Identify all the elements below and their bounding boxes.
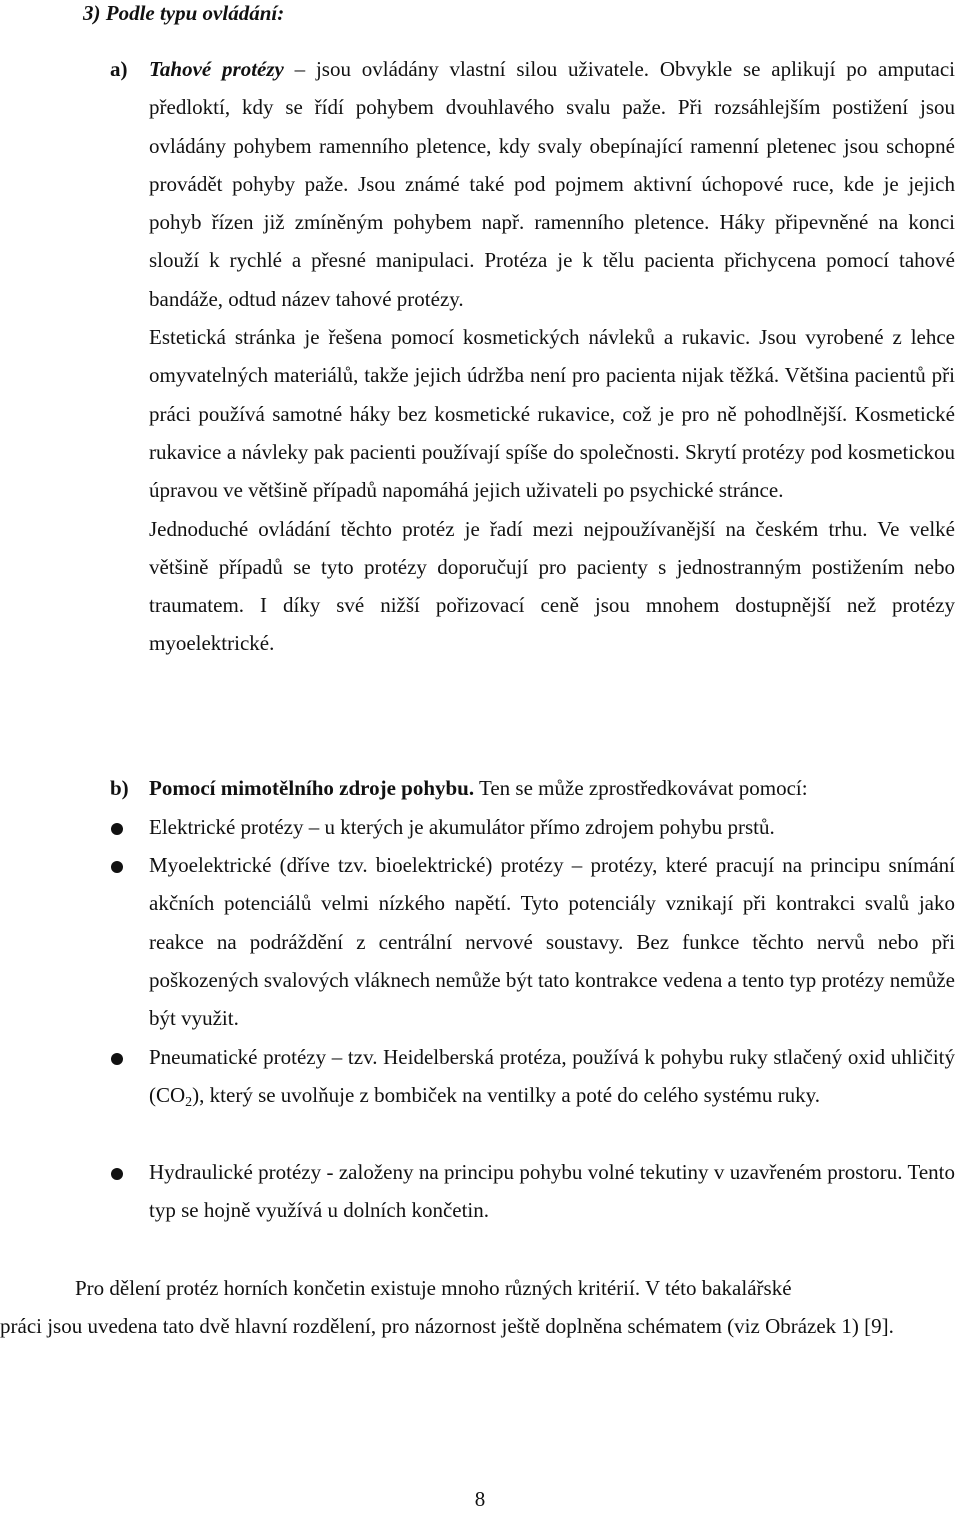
bullet-item-pneumatic [149,1038,955,1123]
item-a-term: Tahové protézy [149,57,284,81]
bullet-icon [111,861,123,873]
bullet-icon [111,823,123,835]
bullet-item-myoelectric [149,846,955,1037]
item-a-body [149,50,955,663]
item-b-marker: b) [110,776,129,800]
bullet-icon [111,1053,123,1065]
item-b-term: Pomocí mimotělního zdroje pohybu. [149,776,475,800]
item-a-dash: – [283,57,316,81]
item-a-text-1: jsou ovládány vlastní silou uživatele. Obvykle se aplikují po amputaci předloktí, kdy se řídí pohybem dvouhlavého svalu paže. Při rozsáhlejším postižení jsou ovládány pohybem ramenního pletence, kdy svaly obepínající ramenní pletenec jsou schopné provádět pohyby paže. Jsou známé také pod pojmem aktivní úchopové ruce, kde je jejich pohyb řízen již zmíněným pohybem např. ramenního pletence. Háky připevněné na konci slouží k rychlé a přesné manipulaci. Protéza je k tělu pacienta přichycena pomocí tahové bandáže, odtud název tahové protézy. [149,57,956,311]
item-a-paragraph-2: Estetická stránka je řešena pomocí kosmetických návleků a rukavic. Jsou vyrobené z lehce omyvatelných materiálů, takže jejich údržba není pro pacienta nijak těžká. Většina pacientů při práci používá samotné háky bez kosmetické rukavice, což je pro ně pohodlnější. Kosmetické rukavice a návleky pak pacienti používají spíše do společnosti. Skrytí protézy pod kosmetickou úpravou ve většině případů napomáhá jejich uživateli po psychické stránce. [149,325,955,503]
closing-first-line: Pro dělení protéz horních končetin existuje mnoho různých kritérií. V této bakalářské [75,1276,792,1300]
bullet-icon [111,1168,123,1180]
item-b-text: Ten se může zprostředkovávat pomocí: [474,776,808,800]
section-heading: 3) Podle typu ovládání: [83,1,285,25]
bullet-text: Myoelektrické (dříve tzv. bioelektrické) protézy – protézy, které pracují na principu snímání akčních potenciálů velmi nízkého napětí. Tyto potenciály vznikají při kontrakci svalů jako reakce na podráždění z centrální nervové soustavy. Bez funkce těchto nervů nebo při poškozených svalových vláknech nemůže být tato kontrakce vedena a tento typ protézy nemůže být využit. [149,853,955,1031]
bullet-text-before: Pneumatické protézy – tzv. Heidelberská protéza, používá k pohybu ruky stlačený oxid uhličitý (CO [149,1045,955,1108]
bullet-text [149,1038,955,1123]
bullet-text: Hydraulické protézy - založeny na principu pohybu volné tekutiny v uzavřeném prostoru. Tento typ se hojně využívá u dolních končetin. [149,1160,955,1223]
item-a-paragraph-3: Jednoduché ovládání těchto protéz je řadí mezi nejpoužívanější na českém trhu. Ve velké většině případů se tyto protézy doporučují pro pacienty s jednostranným postižením nebo traumatem. I díky své nižší pořizovací ceně jsou mnohem dostupnější než protézy myoelektrické. [149,516,955,656]
page-number: 8 [474,1487,486,1511]
closing-rest: práci jsou uvedena tato dvě hlavní rozdělení, pro názornost ještě doplněna schématem (viz Obrázek 1) [9]. [0,1314,894,1339]
item-b-body [149,769,955,807]
item-a-paragraph-1 [149,50,955,318]
item-a-marker: a) [110,57,128,81]
subscript-2: 2 [185,1095,193,1111]
bullet-item-electric [149,808,955,846]
bullet-text: Elektrické protézy – u kterých je akumulátor přímo zdrojem pohybu prstů. [149,815,775,839]
bullet-text-after: ), který se uvolňuje z bombiček na ventilky a poté do celého systému ruky. [192,1083,821,1108]
bullet-item-hydraulic [149,1153,955,1230]
closing-paragraph [0,1269,956,1346]
item-b-paragraph [149,769,955,807]
